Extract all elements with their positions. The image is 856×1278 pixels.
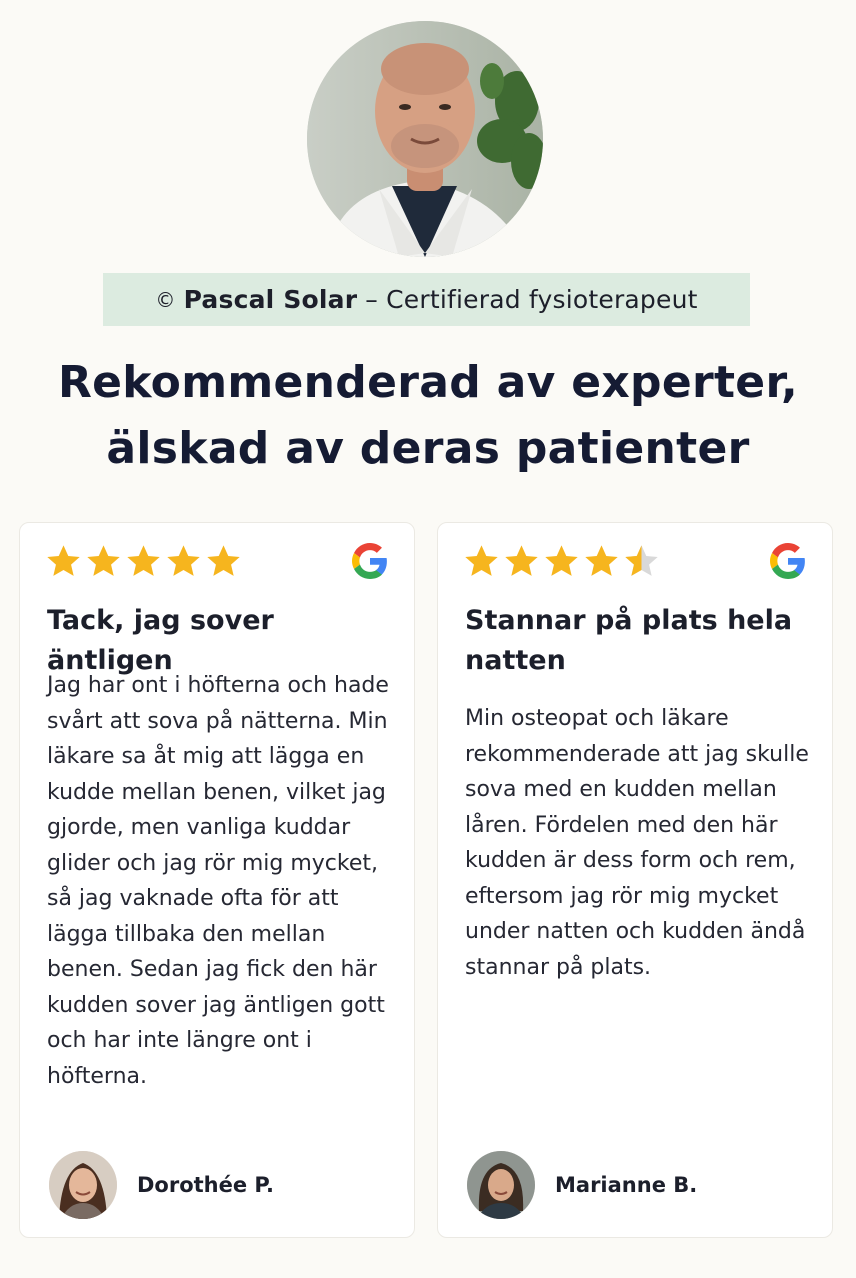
review-title: Tack, jag sover äntligen [47,605,274,676]
star-icon [205,543,242,580]
review-author [49,1151,274,1219]
review-text: Min osteopat och läkare rekommenderade att jag skulle sova med en kudden mellan låren. Fördelen med den här kudden är dess form och rem, eftersom jag rör mig mycket under natten och kudden ändå stannar på plats. [465,706,809,980]
expert-portrait [307,21,543,257]
copyright-symbol: © [155,287,176,312]
author-name: Dorothée P. [137,1173,274,1197]
headline-line-1: Rekommenderad av experter, [57,357,798,408]
star-icon [45,543,82,580]
author-name: Marianne B. [555,1173,698,1197]
star-icon [463,543,500,580]
google-icon [770,543,806,579]
review-card [437,522,833,1238]
avatar [467,1151,535,1219]
review-title: Stannar på plats hela natten [465,605,793,676]
expert-name: Pascal Solar [183,285,358,314]
avatar [49,1151,117,1219]
star-rating [45,543,242,580]
page-headline [0,350,856,482]
star-icon [85,543,122,580]
star-icon [125,543,162,580]
star-icon [503,543,540,580]
review-card [19,522,415,1238]
headline-line-2: älskad av deras patienter [106,423,750,474]
star-half-icon [623,543,660,580]
star-rating [463,543,660,580]
expert-caption [103,273,750,326]
star-icon [543,543,580,580]
review-author [467,1151,697,1219]
expert-role: – Certifierad fysioterapeut [365,285,698,314]
google-icon [352,543,388,579]
star-icon [583,543,620,580]
review-text: Jag har ont i höfterna och hade svårt att sova på nätterna. Min läkare sa åt mig att lägga en kudde mellan benen, vilket jag gjorde, men vanliga kuddar glider och jag rör mig mycket, så jag vaknade ofta för att lägga tillbaka den mellan benen. Sedan jag fick den här kudden sover jag äntligen gott och har inte längre ont i höfterna. [47,673,389,1089]
star-icon [165,543,202,580]
